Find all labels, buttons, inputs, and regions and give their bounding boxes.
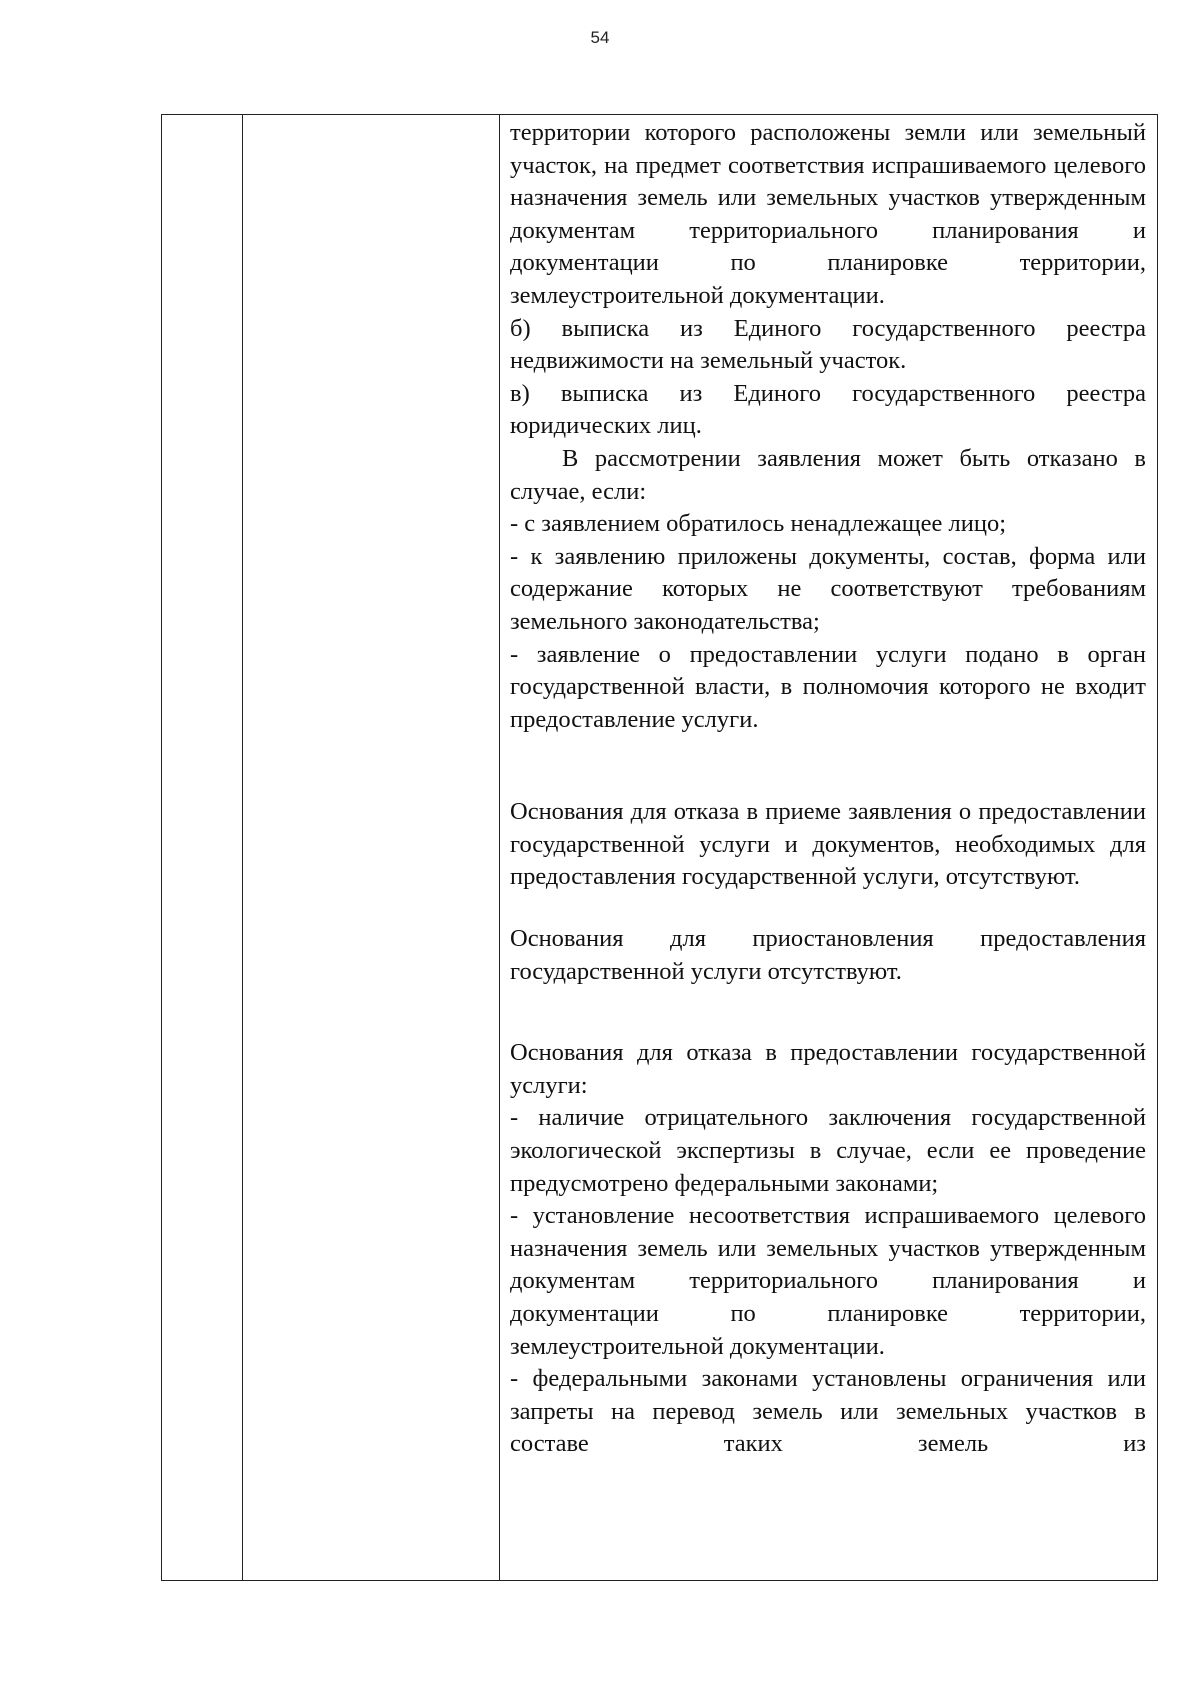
table-cell-number bbox=[162, 115, 242, 1580]
column-divider bbox=[499, 115, 500, 1580]
paragraph-no-suspension: Основания для приостановления предоставления государственной услуги отсутствуют. bbox=[510, 925, 1146, 985]
list-item-v: в) выписка из Единого государственного реестра юридических лиц. bbox=[510, 379, 1146, 440]
spacer bbox=[510, 736, 1146, 796]
document-table bbox=[161, 114, 1158, 1581]
paragraph-denial-intro: Основания для отказа в предоставлении государственной услуги: bbox=[510, 1039, 1146, 1099]
list-item-b: б) выписка из Единого государственного реестра недвижимости на земельный участок. bbox=[510, 314, 1146, 375]
refusal-item: - заявление о предоставлении услуги подано в орган государственной власти, в полномочия которого не входит предоставление услуги. bbox=[510, 640, 1146, 733]
spacer bbox=[510, 988, 1146, 1037]
denial-item: - наличие отрицательного заключения государственной экологической экспертизы в случае, если ее проведение предусмотрено федеральными законами; bbox=[510, 1104, 1146, 1197]
table-cell-content bbox=[510, 115, 1146, 1580]
table-cell-name bbox=[243, 115, 499, 1580]
paragraph-refusal-intro: В рассмотрении заявления может быть отказано в случае, если: bbox=[510, 444, 1146, 505]
paragraph-no-refusal-acceptance: Основания для отказа в приеме заявления о предоставлении государственной услуги и документов, необходимых для предоставления государственной услуги, отсутствуют. bbox=[510, 798, 1146, 891]
spacer bbox=[510, 894, 1146, 923]
denial-item: - федеральными законами установлены ограничения или запреты на перевод земель или земельных участков в составе таких земель из bbox=[510, 1365, 1146, 1458]
page-number: 54 bbox=[590, 28, 610, 47]
refusal-item: - к заявлению приложены документы, состав, форма или содержание которых не соответствуют требованиям земельного законодательства; bbox=[510, 542, 1146, 635]
paragraph-territory-check: территории которого расположены земли или земельный участок, на предмет соответствия испрашиваемого целевого назначения земель или земельных участков утвержденным документам территориального планирования и документации по планировке территории, землеустроительной документации. bbox=[510, 119, 1146, 309]
refusal-item: - с заявлением обратилось ненадлежащее лицо; bbox=[510, 510, 1007, 538]
denial-item: - установление несоответствия испрашиваемого целевого назначения земель или земельных участков утвержденным документам территориального планирования и документации по планировке территории, землеустроительной документации. bbox=[510, 1202, 1146, 1360]
